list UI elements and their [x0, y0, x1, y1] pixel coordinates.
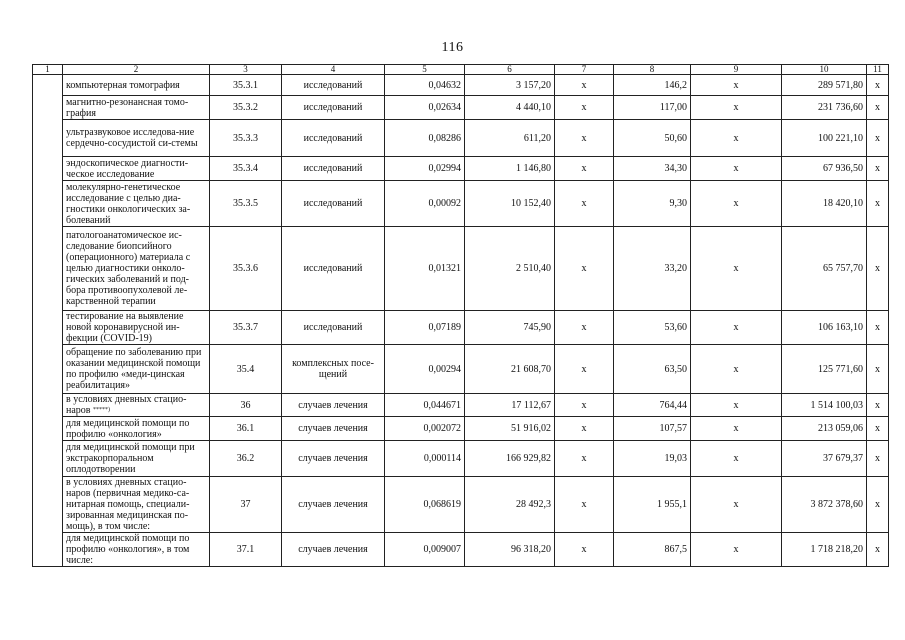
row-unit: комплексных посе-щений: [282, 345, 385, 394]
cell-col11: x: [867, 120, 889, 157]
cell-col8: 19,03: [614, 441, 691, 477]
cell-col10: 18 420,10: [782, 181, 867, 227]
cell-col6: 51 916,02: [465, 417, 555, 441]
table-row: [33, 227, 889, 311]
cell-col9: x: [691, 345, 782, 394]
cell-col9: x: [691, 120, 782, 157]
cell-col6: 3 157,20: [465, 75, 555, 96]
cell-col5: 0,009007: [385, 533, 465, 567]
cell-col5: 0,00294: [385, 345, 465, 394]
cell-col11: x: [867, 96, 889, 120]
cell-col9: x: [691, 477, 782, 533]
row-unit: случаев лечения: [282, 394, 385, 417]
row-name: [63, 345, 210, 394]
cell-col6: 2 510,40: [465, 227, 555, 311]
row-name: [63, 96, 210, 120]
cell-col9: x: [691, 311, 782, 345]
cell-col8: 117,00: [614, 96, 691, 120]
column-header-1: 1: [33, 65, 63, 75]
column-header-8: 8: [614, 65, 691, 75]
column-header-7: 7: [555, 65, 614, 75]
cell-col10: 1 718 218,20: [782, 533, 867, 567]
cell-col8: 867,5: [614, 533, 691, 567]
row-name: [63, 477, 210, 533]
cell-col7: x: [555, 227, 614, 311]
cell-col5: 0,044671: [385, 394, 465, 417]
cell-col10: 65 757,70: [782, 227, 867, 311]
cell-col10: 213 059,06: [782, 417, 867, 441]
cell-col10: 1 514 100,03: [782, 394, 867, 417]
row-unit: исследований: [282, 120, 385, 157]
table-row: [33, 417, 889, 441]
cell-col11: x: [867, 533, 889, 567]
cell-col11: x: [867, 227, 889, 311]
cell-col6: 10 152,40: [465, 181, 555, 227]
cell-col6: 28 492,3: [465, 477, 555, 533]
cell-col6: 1 146,80: [465, 157, 555, 181]
cell-col8: 63,50: [614, 345, 691, 394]
row-unit: исследований: [282, 75, 385, 96]
row-unit: исследований: [282, 227, 385, 311]
row-code: 35.4: [210, 345, 282, 394]
cell-col11: x: [867, 417, 889, 441]
cell-col7: x: [555, 120, 614, 157]
cell-col7: x: [555, 477, 614, 533]
cell-col9: x: [691, 417, 782, 441]
cell-col11: x: [867, 311, 889, 345]
cell-col9: x: [691, 181, 782, 227]
column-1-cell: [33, 75, 63, 567]
cell-col10: 106 163,10: [782, 311, 867, 345]
cell-col7: x: [555, 417, 614, 441]
row-name-text: ультразвуковое исследова-ние сердечно-сосудистой си-стемы: [66, 127, 198, 149]
cell-col10: 67 936,50: [782, 157, 867, 181]
cell-col10: 231 736,60: [782, 96, 867, 120]
cell-col8: 50,60: [614, 120, 691, 157]
row-name: [63, 417, 210, 441]
table-row: [33, 96, 889, 120]
cell-col5: 0,02634: [385, 96, 465, 120]
column-header-10: 10: [782, 65, 867, 75]
cell-col10: 3 872 378,60: [782, 477, 867, 533]
cell-col7: x: [555, 75, 614, 96]
table-row: [33, 120, 889, 157]
table-row: [33, 157, 889, 181]
table-row: [33, 477, 889, 533]
cell-col6: 166 929,82: [465, 441, 555, 477]
row-name-text: в условиях дневных стацио-наров (первичная медико-са-нитарная помощь, специали-зированная медицинская по-мощь), в том числе:: [66, 477, 190, 532]
cell-col11: x: [867, 394, 889, 417]
row-name: [63, 227, 210, 311]
row-name-text: патологоанатомическое ис-следование биопсийного (операционного) материала с целью диагностики онколо-гических заболеваний и под-бора противоопухолевой ле-карственной терапии: [66, 230, 191, 307]
column-header-5: 5: [385, 65, 465, 75]
page-number: 116: [441, 40, 464, 55]
column-header-4: 4: [282, 65, 385, 75]
table-row: [33, 181, 889, 227]
row-name-text: магнитно-резонансная томо-графия: [66, 96, 189, 119]
cell-col5: 0,00092: [385, 181, 465, 227]
row-unit: случаев лечения: [282, 533, 385, 567]
column-header-2: 2: [63, 65, 210, 75]
cell-col9: x: [691, 394, 782, 417]
row-name-text: тестирование на выявление новой коронавирусной ин-фекции (COVID-19): [66, 311, 184, 344]
row-name-text: в условиях дневных стацио-наров: [66, 394, 187, 416]
row-code: 35.3.7: [210, 311, 282, 345]
cell-col9: x: [691, 441, 782, 477]
row-name: [63, 533, 210, 567]
cell-col8: 53,60: [614, 311, 691, 345]
cell-col10: 37 679,37: [782, 441, 867, 477]
row-code: 37: [210, 477, 282, 533]
cell-col11: x: [867, 75, 889, 96]
row-name: [63, 75, 210, 96]
row-name-text: для медицинской помощи по профилю «онкология»: [66, 417, 190, 440]
cell-col10: 289 571,80: [782, 75, 867, 96]
table-row: [33, 345, 889, 394]
cell-col9: x: [691, 96, 782, 120]
cell-col5: 0,01321: [385, 227, 465, 311]
cell-col11: x: [867, 181, 889, 227]
cell-col6: 96 318,20: [465, 533, 555, 567]
row-code: 36.2: [210, 441, 282, 477]
table-row: [33, 311, 889, 345]
cell-col7: x: [555, 394, 614, 417]
cell-col10: 125 771,60: [782, 345, 867, 394]
column-header-9: 9: [691, 65, 782, 75]
table-row: [33, 394, 889, 417]
cell-col7: x: [555, 96, 614, 120]
cell-col11: x: [867, 345, 889, 394]
cell-col7: x: [555, 181, 614, 227]
row-code: 35.3.3: [210, 120, 282, 157]
data-table: [32, 64, 889, 567]
cell-col9: x: [691, 157, 782, 181]
cell-col6: 21 608,70: [465, 345, 555, 394]
cell-col5: 0,002072: [385, 417, 465, 441]
cell-col11: x: [867, 157, 889, 181]
row-name: [63, 157, 210, 181]
table-row: [33, 533, 889, 567]
cell-col7: x: [555, 345, 614, 394]
row-name-text: обращение по заболеванию при оказании медицинской помощи по профилю «меди-цинская реабилитация»: [66, 347, 202, 391]
cell-col7: x: [555, 157, 614, 181]
cell-col8: 107,57: [614, 417, 691, 441]
table-body: [33, 75, 889, 567]
row-code: 35.3.4: [210, 157, 282, 181]
cell-col8: 1 955,1: [614, 477, 691, 533]
footnote-marker: *****): [93, 407, 111, 413]
row-code: 36: [210, 394, 282, 417]
cell-col5: 0,000114: [385, 441, 465, 477]
row-code: 36.1: [210, 417, 282, 441]
column-header-6: 6: [465, 65, 555, 75]
row-unit: исследований: [282, 157, 385, 181]
row-name: [63, 120, 210, 157]
row-code: 35.3.6: [210, 227, 282, 311]
row-name: [63, 394, 210, 417]
cell-col8: 34,30: [614, 157, 691, 181]
cell-col8: 9,30: [614, 181, 691, 227]
row-unit: исследований: [282, 181, 385, 227]
cell-col7: x: [555, 441, 614, 477]
cell-col9: x: [691, 533, 782, 567]
row-name-text: для медицинской помощи при экстракорпоральном оплодотворении: [66, 442, 195, 475]
cell-col11: x: [867, 441, 889, 477]
row-name-text: для медицинской помощи по профилю «онкология», в том числе:: [66, 533, 190, 566]
table-row: [33, 75, 889, 96]
row-unit: исследований: [282, 311, 385, 345]
cell-col8: 33,20: [614, 227, 691, 311]
row-unit: случаев лечения: [282, 441, 385, 477]
column-header-3: 3: [210, 65, 282, 75]
cell-col5: 0,068619: [385, 477, 465, 533]
cell-col6: 611,20: [465, 120, 555, 157]
row-code: 35.3.5: [210, 181, 282, 227]
cell-col5: 0,07189: [385, 311, 465, 345]
cell-col6: 17 112,67: [465, 394, 555, 417]
row-name-text: эндоскопическое диагности-ческое исследование: [66, 157, 189, 180]
cell-col7: x: [555, 533, 614, 567]
row-code: 35.3.1: [210, 75, 282, 96]
row-unit: исследований: [282, 96, 385, 120]
row-unit: случаев лечения: [282, 417, 385, 441]
cell-col9: x: [691, 227, 782, 311]
row-unit: случаев лечения: [282, 477, 385, 533]
cell-col5: 0,08286: [385, 120, 465, 157]
cell-col10: 100 221,10: [782, 120, 867, 157]
row-name-text: молекулярно-генетическое исследование с целью диа-гностики онкологических за-болеваний: [66, 181, 191, 226]
cell-col8: 764,44: [614, 394, 691, 417]
row-name: [63, 441, 210, 477]
row-name: [63, 311, 210, 345]
row-name-text: компьютерная томография: [66, 79, 180, 91]
cell-col5: 0,04632: [385, 75, 465, 96]
row-name: [63, 181, 210, 227]
cell-col11: x: [867, 477, 889, 533]
column-header-11: 11: [867, 65, 889, 75]
table-row: [33, 441, 889, 477]
cell-col6: 745,90: [465, 311, 555, 345]
row-code: 35.3.2: [210, 96, 282, 120]
cell-col8: 146,2: [614, 75, 691, 96]
cell-col7: x: [555, 311, 614, 345]
cell-col5: 0,02994: [385, 157, 465, 181]
row-code: 37.1: [210, 533, 282, 567]
cell-col6: 4 440,10: [465, 96, 555, 120]
header-row: [33, 65, 889, 75]
cell-col9: x: [691, 75, 782, 96]
